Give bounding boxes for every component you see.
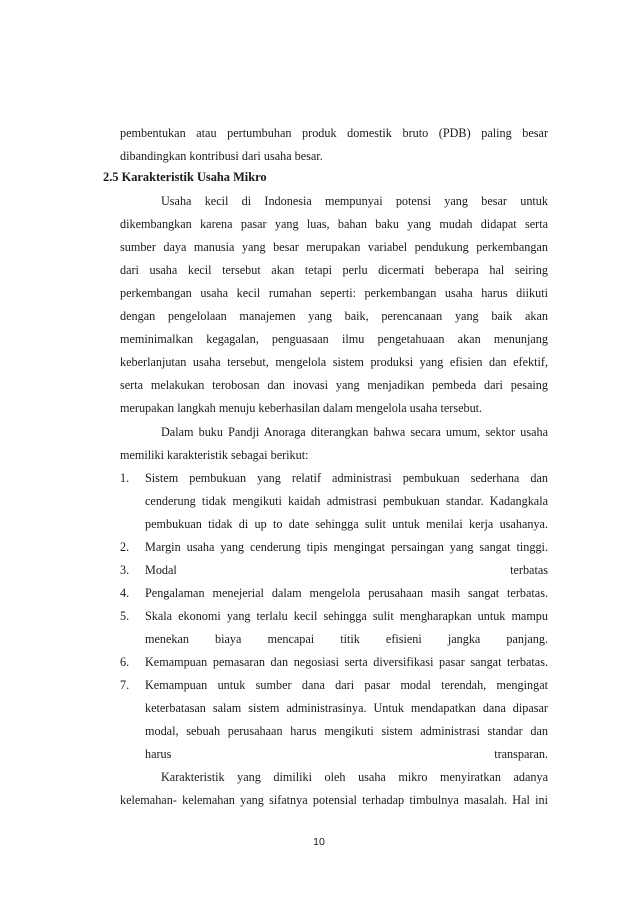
list-item-line: Modal terbatas — [145, 563, 548, 577]
list-item-line: harus transparan. — [145, 747, 548, 761]
list-item-line: Margin usaha yang cenderung tipis mengingat persaingan yang sangat tinggi. — [145, 540, 548, 554]
list-item-number: 2. — [120, 540, 130, 554]
list-item-number: 5. — [120, 609, 130, 623]
paragraph1-line-7: meminimalkan kegagalan, penguasaan ilmu pengetahuaan akan menunjang — [120, 332, 548, 346]
paragraph1-line-6: dengan pengelolaan manajemen yang baik, perencanaan yang baik akan — [120, 309, 548, 323]
paragraph1-line-3: sumber daya manusia yang besar merupakan variabel pendukung perkembangan — [120, 240, 548, 254]
list-item-line: cenderung tidak mengikuti kaidah admistrasi pembukuan standar. Kadangkala — [145, 494, 548, 508]
list-item-line: menekan biaya mencapai titik efisieni jangka panjang. — [145, 632, 548, 646]
list-item-line: Kemampuan pemasaran dan negosiasi serta diversifikasi pasar sangat terbatas. — [145, 655, 548, 669]
list-item-number: 6. — [120, 655, 130, 669]
list-item-line: keterbatasan salam sistem administrasinya. Untuk mendapatkan dana dipasar — [145, 701, 548, 715]
paragraph1-line-5: perkembangan usaha kecil rumahan seperti: perkembangan usaha harus diikuti — [120, 286, 548, 300]
paragraph1-line-4: dari usaha kecil tersebut akan tetapi perlu dicermati beberapa hal seiring — [120, 263, 548, 277]
page-number: 10 — [313, 836, 325, 848]
list-item-line: Skala ekonomi yang terlalu kecil sehingga sulit mengharapkan untuk mampu — [145, 609, 548, 623]
paragraph3-line-2: kelemahan- kelemahan yang sifatnya potensial terhadap timbulnya masalah. Hal ini — [120, 793, 548, 807]
paragraph2-line-2: memiliki karakteristik sebagai berikut: — [120, 448, 309, 462]
list-item-number: 4. — [120, 586, 130, 600]
intro-line-2: dibandingkan kontribusi dari usaha besar. — [120, 149, 323, 163]
paragraph3-line-1: Karakteristik yang dimiliki oleh usaha mikro menyiratkan adanya — [161, 770, 548, 784]
list-item-line: modal, sebuah perusahaan harus mengikuti sistem administrasi standar dan — [145, 724, 548, 738]
paragraph1-line-10: merupakan langkah menuju keberhasilan dalam mengelola usaha tersebut. — [120, 401, 483, 415]
list-item-number: 1. — [120, 471, 130, 485]
intro-line-1: pembentukan atau pertumbuhan produk domestik bruto (PDB) paling besar — [120, 126, 548, 140]
paragraph1-line-1: Usaha kecil di Indonesia mempunyai potensi yang besar untuk — [161, 194, 548, 208]
paragraph1-line-8: keberlanjutan usaha tersebut, mengelola sistem produksi yang efisien dan efektif, — [120, 355, 548, 369]
paragraph1-line-9: serta melakukan terobosan dan inovasi yang menjadikan pembeda dari pesaing — [120, 378, 548, 392]
paragraph2-line-1: Dalam buku Pandji Anoraga diterangkan bahwa secara umum, sektor usaha — [161, 425, 548, 439]
list-item-line: Sistem pembukuan yang relatif administrasi pembukuan sederhana dan — [145, 471, 548, 485]
list-item-number: 7. — [120, 678, 130, 692]
paragraph1-line-2: dikembangkan karena pasar yang luas, bahan baku yang mudah didapat serta — [120, 217, 548, 231]
section-heading: 2.5 Karakteristik Usaha Mikro — [103, 170, 267, 184]
list-item-line: Pengalaman menejerial dalam mengelola perusahaan masih sangat terbatas. — [145, 586, 548, 600]
list-item-line: Kemampuan untuk sumber dana dari pasar modal terendah, mengingat — [145, 678, 548, 692]
list-item-line: pembukuan tidak di up to date sehingga sulit untuk menilai kerja usahanya. — [145, 517, 548, 531]
list-item-number: 3. — [120, 563, 130, 577]
